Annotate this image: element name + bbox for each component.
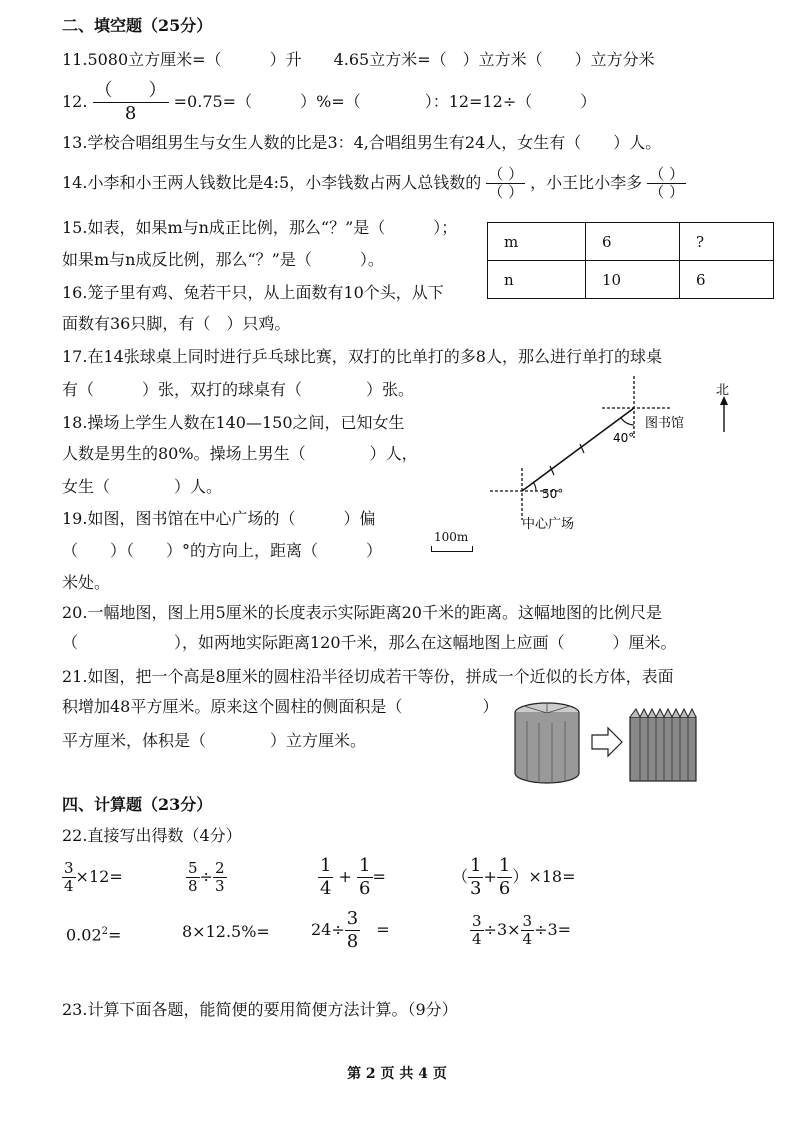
calc-b2: 8×12.5%= <box>182 922 270 941</box>
question-17-b: 有（ ）张，双打的球桌有（ ）张。 <box>62 380 415 399</box>
fraction <box>318 855 333 900</box>
calc-text: （ <box>452 867 469 886</box>
table-cell: ? <box>680 223 774 261</box>
q14-text: 14.小李和小王两人钱数比是4:5，小李钱数占两人总钱数的 <box>62 173 482 192</box>
cylinder-illustration <box>512 695 712 790</box>
calc-a1 <box>62 855 123 899</box>
angle-arc-bottom <box>533 482 536 491</box>
question-17-a: 17.在14张球桌上同时进行乒乓球比赛，双打的比单打的多8人，那么进行单打的球桌 <box>62 347 662 366</box>
table-cell: 6 <box>586 223 680 261</box>
fraction <box>345 908 360 953</box>
calc-b1 <box>66 922 121 945</box>
calc-b4 <box>470 908 571 952</box>
scale-label: 100m <box>434 530 469 544</box>
question-18-a: 18.操场上学生人数在140—150之间，已知女生 <box>62 413 405 432</box>
numerator: 1 <box>470 855 482 876</box>
route-line <box>522 408 634 491</box>
q14-fraction-1 <box>486 166 525 201</box>
question-16-a: 16.笼子里有鸡、兔若干只，从上面数有10个头，从下 <box>62 283 444 302</box>
numerator: 1 <box>320 855 332 876</box>
numerator: 5 <box>188 859 198 877</box>
numerator: 1 <box>359 855 371 876</box>
question-12 <box>62 80 596 125</box>
table-cell: 10 <box>586 261 680 299</box>
table-cell: m <box>488 223 586 261</box>
fraction <box>357 855 372 900</box>
q14-mid: ，小王比小李多 <box>530 173 643 192</box>
direction-map <box>480 370 750 540</box>
denominator: 6 <box>359 878 371 899</box>
question-15-a: 15.如表，如果m与n成正比例，那么“？”是（ ）； <box>62 218 458 237</box>
denominator: 3 <box>214 877 225 895</box>
denominator: 3 <box>470 878 482 899</box>
calc-text: ×12= <box>75 867 123 886</box>
numerator: 2 <box>214 859 225 877</box>
calc-a3 <box>318 855 386 900</box>
calc-text: 0.02 <box>66 925 102 945</box>
fraction <box>62 860 76 895</box>
q12-fraction <box>93 80 169 125</box>
question-11: 11.5080立方厘米=（ ）升 4.65立方米=（ ）立方米（ ）立方分米 <box>62 50 655 69</box>
question-19-b: （ ）（ ）°的方向上，距离（ ） <box>62 541 383 560</box>
question-20-a: 20.一幅地图，图上用5厘米的长度表示实际距离20千米的距离。这幅地图的比例尺是 <box>62 603 662 622</box>
fraction <box>186 860 200 895</box>
numerator: 3 <box>64 859 74 877</box>
denominator: 4 <box>320 878 332 899</box>
question-18-b: 人数是男生的80%。操场上男生（ ）人， <box>62 444 418 463</box>
q14-f1-num: （ ） <box>488 165 524 183</box>
angle-top-label: 40° <box>613 431 635 445</box>
fraction <box>521 913 535 948</box>
q14-fraction-2 <box>647 166 686 201</box>
calc-a2 <box>186 855 227 899</box>
numerator: 3 <box>472 912 482 930</box>
page-footer: 第 2 页 共 4 页 <box>347 1066 447 1082</box>
numerator: 3 <box>346 908 359 929</box>
calc-text: ÷3= <box>534 920 572 939</box>
question-21-a: 21.如图，把一个高是8厘米的圆柱沿半径切成若干等份，拼成一个近似的长方体，表面 <box>62 667 674 686</box>
q12-prefix: 12. <box>62 92 88 111</box>
numerator: 3 <box>522 912 533 930</box>
denominator: 4 <box>64 877 74 895</box>
question-19-a: 19.如图，图书馆在中心广场的（ ）偏 <box>62 509 376 528</box>
question-22: 22.直接写出得数（4分） <box>62 826 242 845</box>
numerator: 1 <box>498 855 511 876</box>
calc-a4 <box>452 855 576 900</box>
calc-text: = <box>108 925 122 945</box>
calc-text: 24÷ <box>311 920 345 939</box>
q14-f1-den: （ ） <box>488 183 524 201</box>
denominator: 4 <box>472 930 482 948</box>
calc-text: ）×18= <box>512 867 576 886</box>
operator: + <box>483 867 497 886</box>
question-21-c: 平方厘米，体积是（ ）立方厘米。 <box>62 731 367 750</box>
question-16-b: 面数有36只脚，有（ ）只鸡。 <box>62 314 291 333</box>
denominator: 4 <box>522 930 533 948</box>
center-label: 中心广场 <box>522 517 575 532</box>
question-20-b: （ ），如两地实际距离120千米，那么在这幅地图上应画（ ）厘米。 <box>62 633 677 652</box>
q12-rest: =0.75=（ ）%=（ ）：12=12÷（ ） <box>173 92 597 111</box>
q14-f2-num: （ ） <box>649 165 685 183</box>
fraction <box>468 855 483 900</box>
question-13: 13.学校合唱组男生与女生人数的比是3：4,合唱组男生有24人，女生有（ ）人。 <box>62 133 662 152</box>
north-label: 北 <box>716 383 730 398</box>
fraction <box>470 913 484 948</box>
question-23: 23.计算下面各题，能简便的要用简便方法计算。（9分） <box>62 1000 458 1019</box>
question-15-b: 如果m与n成反比例，那么“？”是（ ）。 <box>62 250 384 269</box>
section-4-title: 四、计算题（23分） <box>62 795 213 814</box>
calc-text: = <box>376 920 390 939</box>
denominator: 6 <box>498 878 511 899</box>
question-18-c: 女生（ ）人。 <box>62 477 223 496</box>
question-14 <box>62 163 686 203</box>
table-row <box>488 223 774 261</box>
fraction <box>497 855 512 900</box>
question-21-b: 积增加48平方厘米。原来这个圆柱的侧面积是（ ） <box>62 697 499 716</box>
operator: ÷ <box>199 867 213 886</box>
fraction <box>213 860 227 895</box>
proportion-table <box>487 222 774 299</box>
calc-text: = <box>372 867 386 886</box>
q14-f2-den: （ ） <box>649 183 685 201</box>
denominator: 8 <box>188 877 198 895</box>
table-cell: 6 <box>680 261 774 299</box>
calc-b3 <box>311 908 390 953</box>
exponent: 2 <box>101 926 108 937</box>
section-2-title: 二、填空题（25分） <box>62 16 213 35</box>
right-arrow-icon <box>592 728 622 756</box>
operator: + <box>338 867 352 886</box>
denominator: 8 <box>346 931 359 952</box>
scale-bar <box>431 532 471 552</box>
angle-bottom-label: 50° <box>542 487 564 501</box>
table-cell: n <box>488 261 586 299</box>
operator: ÷3× <box>483 920 521 939</box>
q12-numerator: （ ） <box>94 80 167 101</box>
angle-arc-top <box>621 418 634 425</box>
question-19-c: 米处。 <box>62 573 111 592</box>
q12-denominator: 8 <box>124 103 137 124</box>
library-label: 图书馆 <box>645 416 685 431</box>
table-row <box>488 261 774 299</box>
